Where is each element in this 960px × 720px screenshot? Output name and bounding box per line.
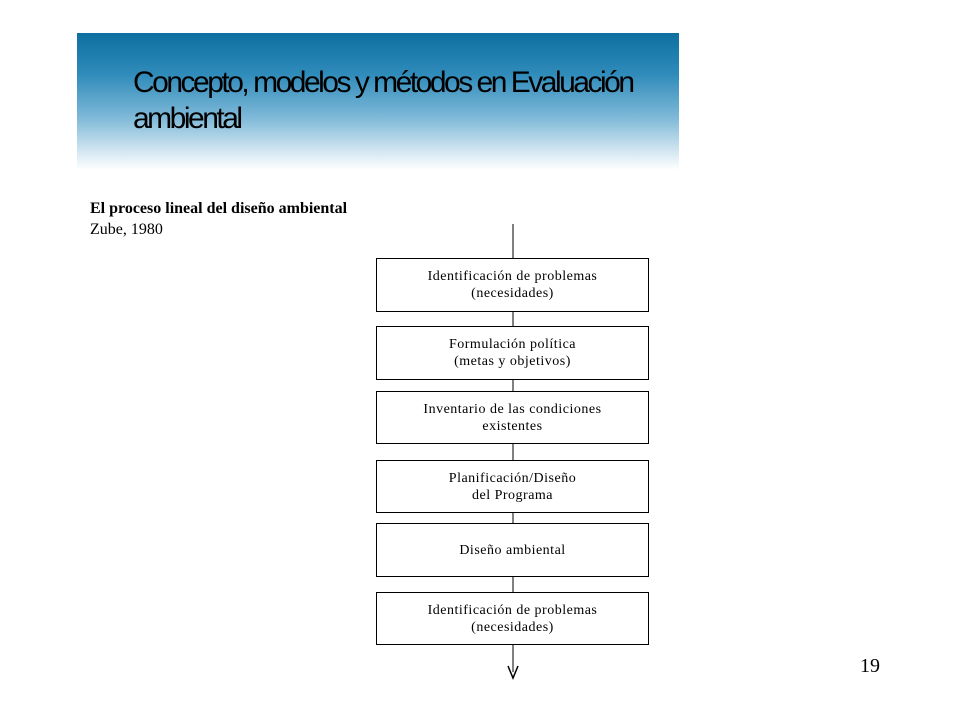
flow-step-box xyxy=(376,592,649,645)
flow-step-text: Diseño ambiental xyxy=(459,542,566,558)
flow-step-text: Planificación/Diseño xyxy=(448,470,577,486)
flow-step-box xyxy=(376,523,649,577)
flow-step-box xyxy=(376,326,649,380)
flow-step-text: (necesidades) xyxy=(471,619,554,635)
page-number: 19 xyxy=(860,655,880,677)
diagram-source: Zube, 1980 xyxy=(90,221,163,238)
diagram-subtitle: El proceso lineal del diseño ambiental xyxy=(90,200,348,217)
flow-step-text: Identificación de problemas xyxy=(427,269,598,284)
flow-step-text: Identificación de problemas xyxy=(427,602,598,618)
slide-title: Concepto, modelos y métodos en Evaluación ambiental xyxy=(133,66,633,135)
flow-step-text: existentes xyxy=(482,418,543,434)
flow-step-text: del Programa xyxy=(471,487,554,503)
flow-step-text: Inventario de las condiciones xyxy=(423,401,602,417)
flow-step-text: (necesidades) xyxy=(471,286,554,301)
flow-step-box xyxy=(376,258,649,312)
flow-step-box xyxy=(376,391,649,444)
flow-step-text: Formulación política xyxy=(448,337,577,352)
flow-step-box xyxy=(376,460,649,513)
flow-step-text: (metas y objetivos) xyxy=(454,354,571,369)
